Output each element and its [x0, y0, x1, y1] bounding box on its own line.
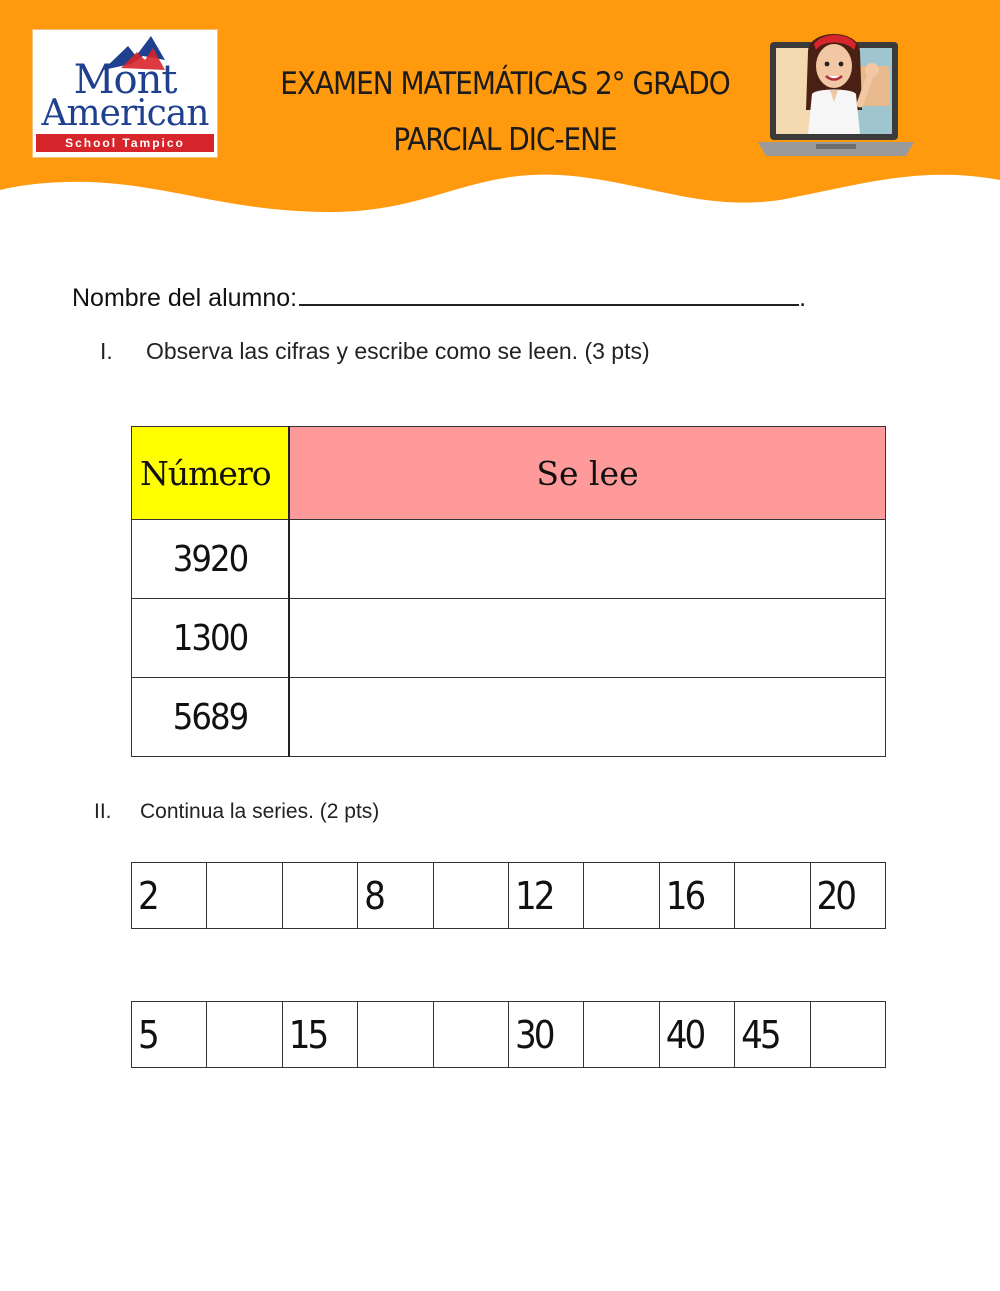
series-row — [132, 1002, 886, 1068]
exam-title: EXAMEN MATEMÁTICAS 2° GRADO — [280, 66, 730, 102]
table-row — [132, 599, 886, 678]
series-blank-cell[interactable] — [810, 1002, 885, 1068]
reading-answer-cell[interactable] — [289, 599, 886, 678]
series-cell: 40 — [659, 1002, 734, 1068]
series-row — [132, 863, 886, 929]
student-name-label: Nombre del alumno: — [72, 284, 298, 312]
logo-text-mont: Mont — [73, 57, 177, 103]
series-blank-cell[interactable] — [282, 863, 357, 929]
number-cell: 3920 — [132, 520, 290, 599]
table-row — [132, 678, 886, 757]
series-cell: 15 — [282, 1002, 357, 1068]
exam-subtitle: PARCIAL DIC-ENE — [393, 122, 617, 158]
section-1-instruction — [100, 338, 650, 365]
number-reading-table — [131, 426, 886, 757]
series-table-1 — [131, 862, 886, 929]
header-banner — [0, 0, 1000, 230]
series-blank-cell[interactable] — [207, 863, 282, 929]
header-reading: Se lee — [289, 427, 886, 520]
student-name-end: . — [799, 284, 807, 312]
student-name-blank[interactable] — [299, 278, 799, 306]
series-blank-cell[interactable] — [584, 1002, 659, 1068]
logo-text-american: American — [41, 93, 209, 134]
number-cell: 1300 — [132, 599, 290, 678]
student-name-field[interactable] — [72, 278, 806, 313]
series-cell: 8 — [358, 863, 433, 929]
reading-answer-cell[interactable] — [289, 678, 886, 757]
reading-answer-cell[interactable] — [289, 520, 886, 599]
series-blank-cell[interactable] — [584, 863, 659, 929]
section-2-text: Continua la series. (2 pts) — [140, 800, 380, 823]
logo-text-school: School Tampico — [36, 134, 214, 152]
series-cell: 12 — [508, 863, 583, 929]
series-blank-cell[interactable] — [735, 863, 810, 929]
school-logo — [32, 29, 218, 158]
series-blank-cell[interactable] — [433, 1002, 508, 1068]
number-cell: 5689 — [132, 678, 290, 757]
series-cell: 16 — [659, 863, 734, 929]
series-blank-cell[interactable] — [358, 1002, 433, 1068]
series-cell: 20 — [810, 863, 885, 929]
series-cell: 2 — [132, 863, 207, 929]
series-cell: 5 — [132, 1002, 207, 1068]
series-cell: 45 — [735, 1002, 810, 1068]
section-1-text: Observa las cifras y escribe como se leen. (3 pts) — [146, 338, 650, 364]
series-blank-cell[interactable] — [207, 1002, 282, 1068]
header-number: Número — [132, 427, 290, 520]
section-2-number: II. — [94, 800, 112, 823]
table-header-row — [132, 427, 886, 520]
table-row — [132, 520, 886, 599]
series-table-2 — [131, 1001, 886, 1068]
section-2-instruction — [94, 800, 379, 824]
series-cell: 30 — [508, 1002, 583, 1068]
section-1-number: I. — [100, 338, 113, 364]
series-blank-cell[interactable] — [433, 863, 508, 929]
teacher-laptop-icon — [756, 18, 916, 160]
